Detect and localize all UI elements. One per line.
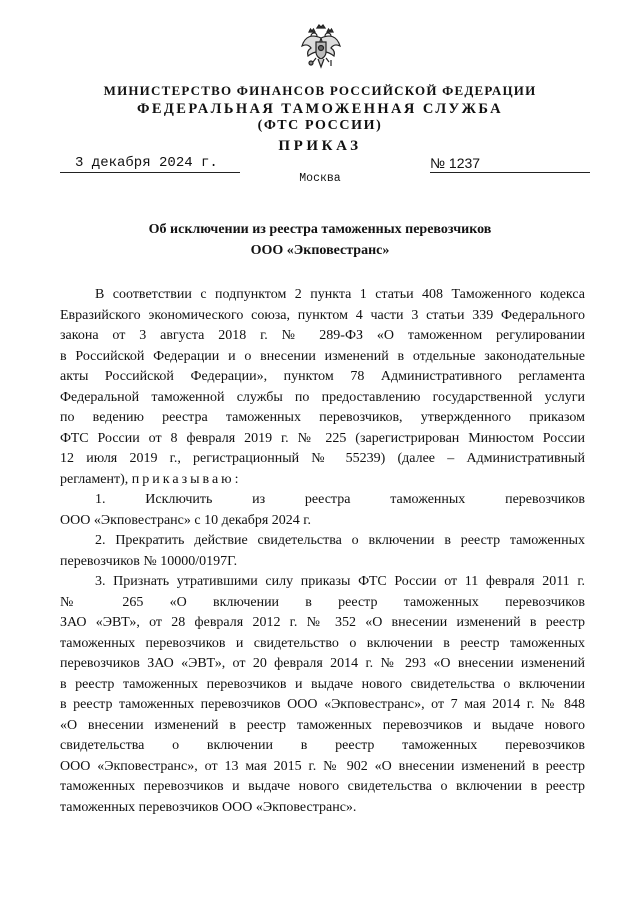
text-line: В соответствии с подпунктом 2 пункта 1 статьи 408 Таможенного кодекса bbox=[95, 287, 585, 302]
text-line: ООО «Экповестранс», от 13 мая 2015 г. № 902 «О внесении изменений в реестр bbox=[60, 758, 585, 774]
order-keyword: приказываю: bbox=[131, 471, 242, 487]
text-line: 2. Прекратить действие свидетельства о включении в реестр таможенных bbox=[95, 533, 585, 548]
text-line: перевозчиков ЗАО «ЭВТ», от 20 февраля 2014 г. № 293 «О внесении изменений bbox=[60, 656, 585, 671]
agency-name: ФЕДЕРАЛЬНАЯ ТАМОЖЕННАЯ СЛУЖБА bbox=[136, 101, 503, 117]
text-line: ФТС России от 8 февраля 2019 г. № 225 (зарегистрирован Минюстом России bbox=[60, 430, 585, 446]
title-line-1: Об исключении из реестра таможенных перевозчиков bbox=[148, 222, 492, 237]
text-line: таможенных перевозчиков и выдаче нового свидетельства о включении в реестр bbox=[60, 779, 585, 794]
paragraph-item-1 bbox=[60, 490, 585, 531]
document-date: 3 декабря 2024 г. bbox=[60, 154, 240, 173]
text-line: ООО «Экповестранс» с 10 декабря 2024 г. bbox=[60, 512, 311, 528]
text-line: акты Российской Федерации», пунктом 78 Административного регламента bbox=[60, 369, 585, 384]
text-line bbox=[60, 470, 585, 491]
text-line: таможенных перевозчиков ООО «Экповестранс». bbox=[60, 799, 357, 815]
agency-short-name: (ФТС РОССИИ) bbox=[257, 118, 383, 133]
text-line: таможенных перевозчиков и свидетельство о включении в реестр таможенных bbox=[60, 635, 585, 651]
text-line: ЗАО «ЭВТ», от 28 февраля 2012 г. № 352 «О внесении изменений в реестр bbox=[60, 615, 585, 630]
document-title bbox=[0, 219, 640, 261]
paragraph-item-2 bbox=[60, 531, 585, 572]
text-line: в реестр таможенных перевозчиков и выдаче нового свидетельства о включении bbox=[60, 676, 585, 692]
text-line: Федеральной таможенной службы по предоставлению государственной услуги bbox=[60, 389, 585, 405]
text-line: № 265 «О включении в реестр таможенных перевозчиков bbox=[60, 594, 585, 610]
text-line: 12 июля 2019 г., регистрационный № 55239) (далее – Административный bbox=[60, 451, 585, 466]
text-line: 3. Признать утратившими силу приказы ФТС России от 11 февраля 2011 г. bbox=[95, 574, 585, 589]
text-line: в Российской Федерации и о внесении изменений в отдельные законодательные bbox=[60, 348, 585, 364]
text-line: «О внесении изменений в реестр таможенных перевозчиков и выдаче нового bbox=[60, 717, 585, 733]
document-city: Москва bbox=[299, 172, 341, 185]
coat-of-arms-icon bbox=[300, 22, 342, 72]
document-body bbox=[60, 285, 585, 818]
ministry-name: МИНИСТЕРСТВО ФИНАНСОВ РОССИЙСКОЙ ФЕДЕРАЦИИ bbox=[103, 83, 537, 98]
text-line-prefix: регламент), bbox=[60, 471, 129, 487]
text-line: 1. Исключить из реестра таможенных перевозчиков bbox=[95, 492, 585, 507]
document-type: ПРИКАЗ bbox=[278, 138, 362, 154]
text-line: закона от 3 августа 2018 г. № 289-ФЗ «О таможенном регулировании bbox=[60, 328, 585, 343]
title-line-2: ООО «Экповестранс» bbox=[250, 243, 390, 258]
paragraph-preamble bbox=[60, 285, 585, 490]
text-line: в реестр таможенных перевозчиков ООО «Экповестранс», от 7 мая 2014 г. № 848 bbox=[60, 697, 585, 712]
text-line: перевозчиков № 10000/0197Г. bbox=[60, 553, 238, 569]
document-number: № 1237 bbox=[430, 154, 590, 173]
paragraph-item-3 bbox=[60, 572, 585, 818]
text-line: Евразийского экономического союза, пунктом 4 части 3 статьи 339 Федерального bbox=[60, 307, 585, 323]
text-line: по ведению реестра таможенных перевозчиков, утвержденного приказом bbox=[60, 410, 585, 425]
text-line: свидетельства о включении в реестр таможенных перевозчиков bbox=[60, 738, 585, 753]
